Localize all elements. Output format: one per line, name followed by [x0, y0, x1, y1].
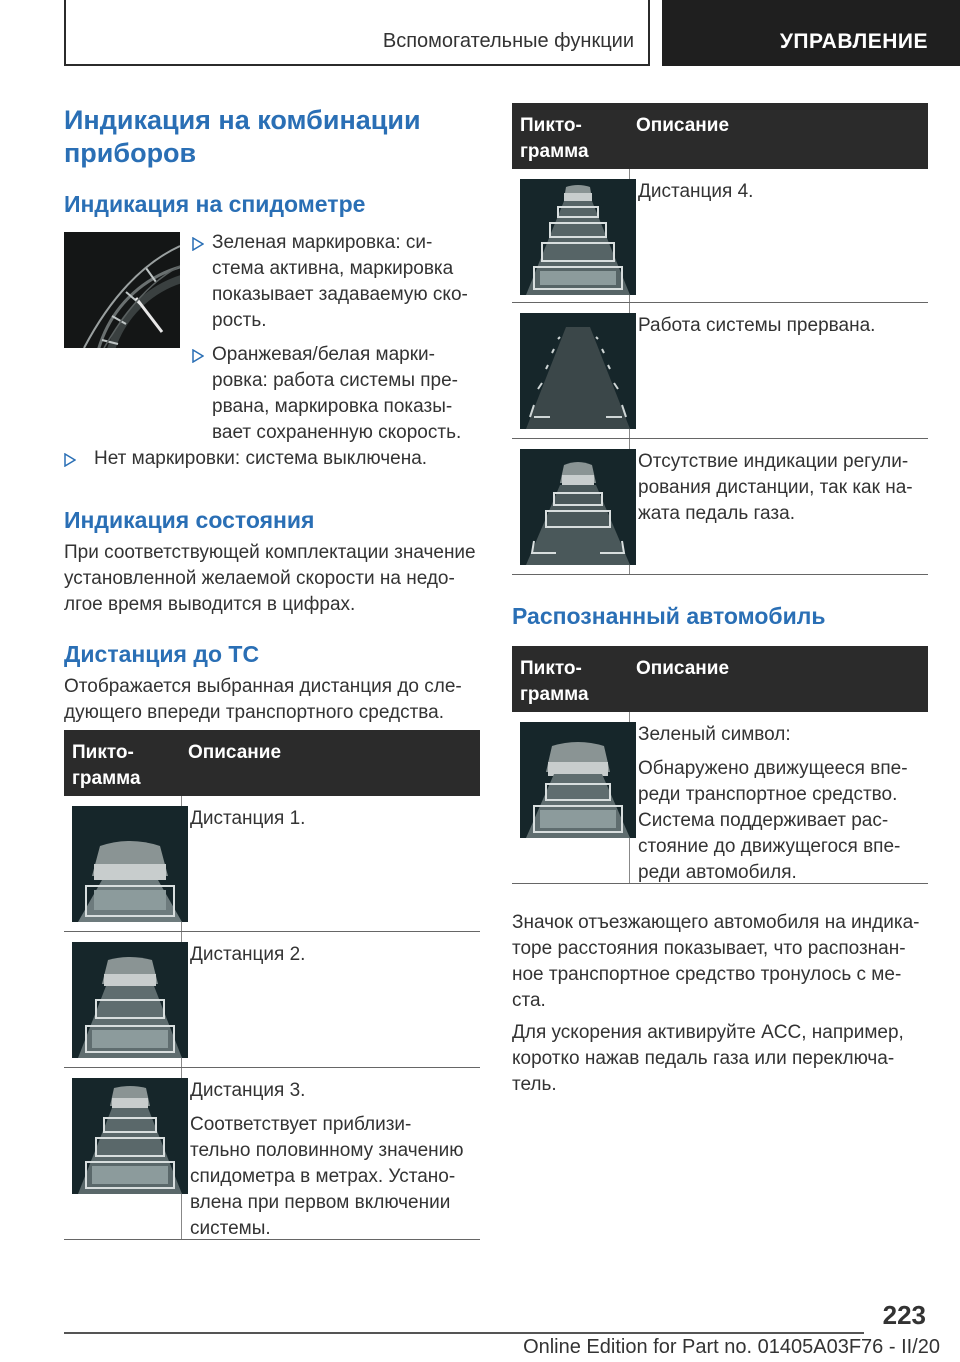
row-text: Зеленый символ:: [638, 724, 791, 745]
triangle-bullet-icon: [192, 230, 212, 256]
row-text: Отсутствие индикации регули-: [638, 451, 909, 472]
row-text: Дистанция 2.: [190, 944, 306, 965]
page-number: 223: [882, 1300, 926, 1330]
table-header: [512, 103, 928, 169]
table-header-description: Описание: [636, 115, 730, 136]
header-text: Пикто-: [520, 115, 582, 136]
speedometer-bullets: [192, 230, 482, 446]
table-row: [512, 712, 928, 884]
row-text: Дистанция 3.: [190, 1080, 306, 1101]
row-text: тельно половинному значению: [190, 1140, 464, 1161]
distance-table: [64, 730, 480, 1240]
no-regulation-pictogram: [520, 449, 636, 565]
table-header-pictogram: [520, 113, 589, 165]
paragraph-line: дующего впереди транспортного средства.: [64, 702, 445, 723]
footer-divider: [64, 1332, 864, 1334]
bullet-text-line: рвана, маркировка показы-: [212, 396, 453, 417]
distance-paragraph: [64, 674, 484, 726]
header-text: грамма: [520, 141, 589, 162]
row-text: Соответствует приблизи-: [190, 1114, 412, 1135]
heading-speedometer: Индикация на спидометре: [64, 191, 366, 217]
bullet-text-line: показывает задаваемую ско-: [212, 284, 468, 305]
bullet-orange-marking: [192, 342, 482, 446]
paragraph-line: Отображается выбранная дистанция до сле-: [64, 676, 462, 697]
status-paragraph: [64, 540, 484, 618]
row-description: [638, 449, 913, 527]
table-header: [64, 730, 480, 796]
bullet-text-line: вает сохраненную скорость.: [212, 422, 462, 443]
triangle-bullet-icon: [64, 446, 94, 472]
table-header-description: Описание: [636, 658, 730, 679]
header-text: Пикто-: [520, 658, 582, 679]
bullet-text-line: рость.: [212, 310, 267, 331]
left-column: [64, 104, 480, 170]
distance-4-pictogram: [520, 179, 636, 295]
bullet-text-line: Зеленая маркировка: си-: [212, 232, 433, 253]
paragraph-line: Значок отъезжающего автомобиля на индика-: [512, 912, 920, 933]
table-row: [64, 796, 480, 932]
interrupted-pictogram: [520, 313, 636, 429]
row-description: [190, 806, 305, 832]
table-row: [64, 1068, 480, 1240]
recognized-vehicle-pictogram: [520, 722, 636, 838]
row-text: Работа системы прервана.: [638, 315, 876, 336]
table-header-pictogram: [520, 656, 589, 708]
row-text: Дистанция 1.: [190, 808, 306, 829]
row-description: [638, 179, 753, 205]
distance-table-continued: [512, 103, 928, 575]
row-text: Дистанция 4.: [638, 181, 754, 202]
acceleration-paragraph: [512, 1020, 932, 1098]
header-section-title: Вспомогательные функции: [382, 30, 634, 52]
bullet-text-line: ровка: работа системы пре-: [212, 370, 458, 391]
triangle-bullet-icon: [192, 342, 212, 368]
table-row: [512, 169, 928, 303]
paragraph-line: торе расстояния показывает, что распознан-: [512, 938, 906, 959]
paragraph-line: коротко нажав педаль газа или переключа-: [512, 1048, 895, 1069]
paragraph-line: ста.: [512, 990, 546, 1011]
heading-distance: Дистанция до ТС: [64, 641, 260, 667]
row-description: [638, 313, 875, 339]
heading-recognized-vehicle: Распознанный автомобиль: [512, 603, 826, 629]
paragraph-line: установленной желаемой скорости на недо-: [64, 568, 455, 589]
row-text: жата педаль газа.: [638, 503, 795, 524]
row-text: реди автомобиля.: [638, 862, 797, 883]
heading-status: Индикация состояния: [64, 507, 315, 533]
footer-edition: Online Edition for Part no. 01405A03F76 - II/20: [523, 1336, 940, 1358]
header-text: Пикто-: [72, 742, 134, 763]
distance-1-pictogram: [72, 806, 188, 922]
row-text: Система поддерживает рас-: [638, 810, 889, 831]
bullet-text-line: Нет маркировки: система выключена.: [94, 448, 428, 469]
header-chapter-box: [662, 0, 960, 66]
row-text: Обнаружено движущееся впе-: [638, 758, 908, 779]
row-description: [190, 1078, 464, 1242]
paragraph-line: тель.: [512, 1074, 557, 1095]
table-row: [64, 932, 480, 1068]
row-text: рования дистанции, так как на-: [638, 477, 913, 498]
bullet-text-line: стема активна, маркировка: [212, 258, 454, 279]
header-text: грамма: [520, 684, 589, 705]
header-text: грамма: [72, 768, 141, 789]
row-description: [638, 722, 908, 886]
distance-2-pictogram: [72, 942, 188, 1058]
page-title-line2: приборов: [64, 138, 197, 168]
bullet-green-marking: [192, 230, 482, 334]
bullet-text-line: Оранжевая/белая марки-: [212, 344, 435, 365]
paragraph-line: Для ускорения активируйте ACC, например,: [512, 1022, 904, 1043]
row-text: влена при первом включении: [190, 1192, 451, 1213]
paragraph-line: При соответствующей комплектации значение: [64, 542, 476, 563]
header-section-box: [64, 0, 650, 66]
page-title-line1: Индикация на комбинации: [64, 105, 421, 135]
table-row: [512, 303, 928, 439]
row-text: стояние до движущегося впе-: [638, 836, 901, 857]
row-description: [190, 942, 305, 968]
departing-vehicle-paragraph: [512, 910, 932, 1014]
recognized-vehicle-table: [512, 646, 928, 884]
distance-3-pictogram: [72, 1078, 188, 1194]
speedometer-image: [64, 232, 180, 348]
paragraph-line: лгое время выводится в цифрах.: [64, 594, 356, 615]
table-row: [512, 439, 928, 575]
paragraph-line: ное транспортное средство тронулось с ме-: [512, 964, 902, 985]
header-chapter-title: УПРАВЛЕНИЕ: [779, 30, 928, 53]
row-text: спидометра в метрах. Устано-: [190, 1166, 456, 1187]
table-header-pictogram: [72, 740, 141, 792]
table-header-description: Описание: [188, 742, 282, 763]
row-text: реди транспортное средство.: [638, 784, 898, 805]
table-header: [512, 646, 928, 712]
row-text: системы.: [190, 1218, 271, 1239]
bullet-no-marking: [64, 446, 484, 472]
